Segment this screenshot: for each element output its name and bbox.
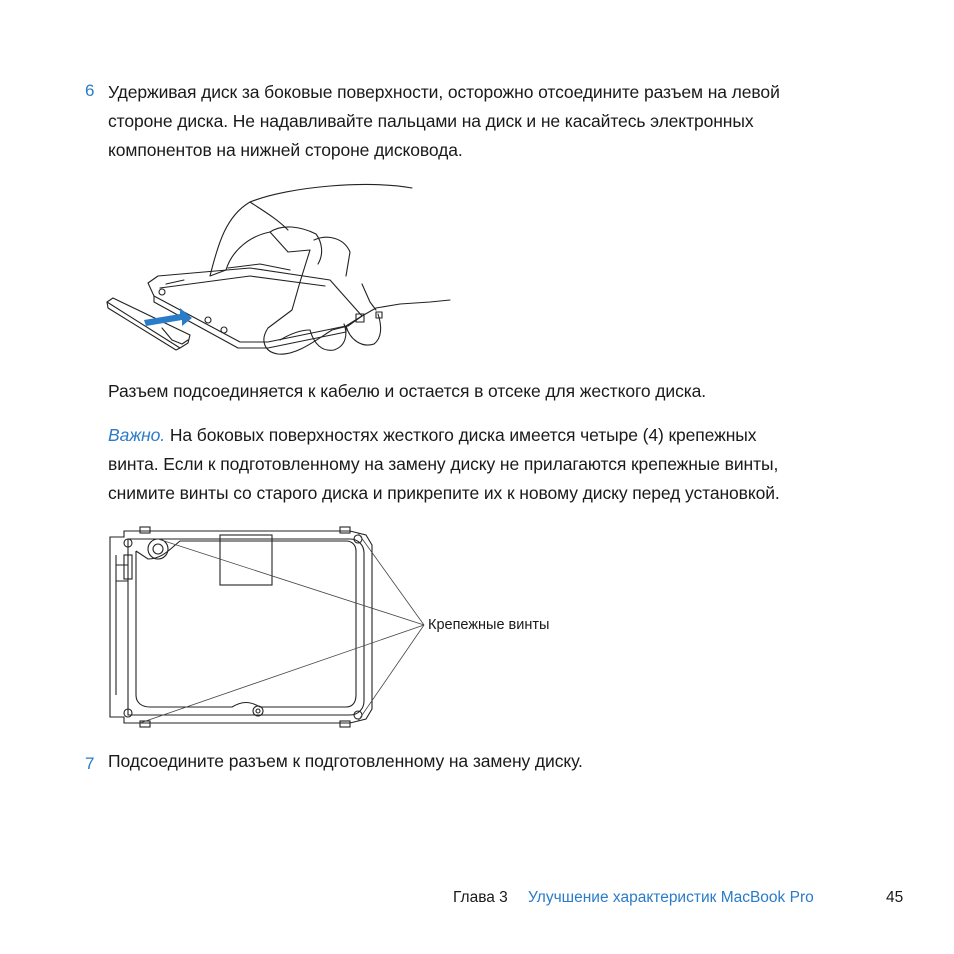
step-6-line-3: компонентов на нижней стороне дисковода. bbox=[108, 140, 463, 160]
arrow-icon bbox=[144, 308, 192, 326]
screw-top-left bbox=[140, 527, 150, 533]
hand bbox=[210, 184, 450, 354]
connector-note: Разъем подсоединяется к кабелю и остается в отсеке для жесткого диска. bbox=[108, 381, 707, 401]
step-6-number: 6 bbox=[85, 81, 95, 100]
drive-outline bbox=[110, 531, 372, 723]
footer-chapter: Глава 3 bbox=[453, 889, 508, 906]
step-6-line-1: Удерживая диск за боковые поверхности, осторожно отсоедините разъем на левой bbox=[108, 82, 780, 102]
step-6-text bbox=[108, 78, 780, 165]
important-note bbox=[108, 421, 780, 508]
step-6-line-2: стороне диска. Не надавливайте пальцами на диск и не касайтесь электронных bbox=[108, 111, 754, 131]
important-line-2: винта. Если к подготовленному на замену диску не прилагаются крепежные винты, bbox=[108, 454, 779, 474]
important-line-1 bbox=[108, 421, 780, 450]
screw-bottom-left bbox=[140, 721, 150, 727]
step-7-number: 7 bbox=[85, 754, 95, 773]
drive-label bbox=[220, 535, 272, 585]
drive-screws-diagram bbox=[100, 525, 430, 730]
callout-screws-label: Крепежные винты bbox=[428, 617, 550, 633]
screw-bottom-right bbox=[340, 721, 350, 727]
important-line-3: снимите винты со старого диска и прикрепите их к новому диску перед установкой. bbox=[108, 483, 780, 503]
footer-chapter-title: Улучшение характеристик MacBook Pro bbox=[528, 889, 814, 906]
important-label: Важно. bbox=[108, 425, 166, 445]
footer-page-number: 45 bbox=[886, 889, 904, 906]
step-7-text: Подсоедините разъем к подготовленному на замену диску. bbox=[108, 751, 583, 771]
hand-drive-illustration bbox=[100, 180, 460, 365]
important-line-1-rest: На боковых поверхностях жесткого диска имеется четыре (4) крепежных bbox=[165, 425, 757, 445]
screw-top-right bbox=[340, 527, 350, 533]
